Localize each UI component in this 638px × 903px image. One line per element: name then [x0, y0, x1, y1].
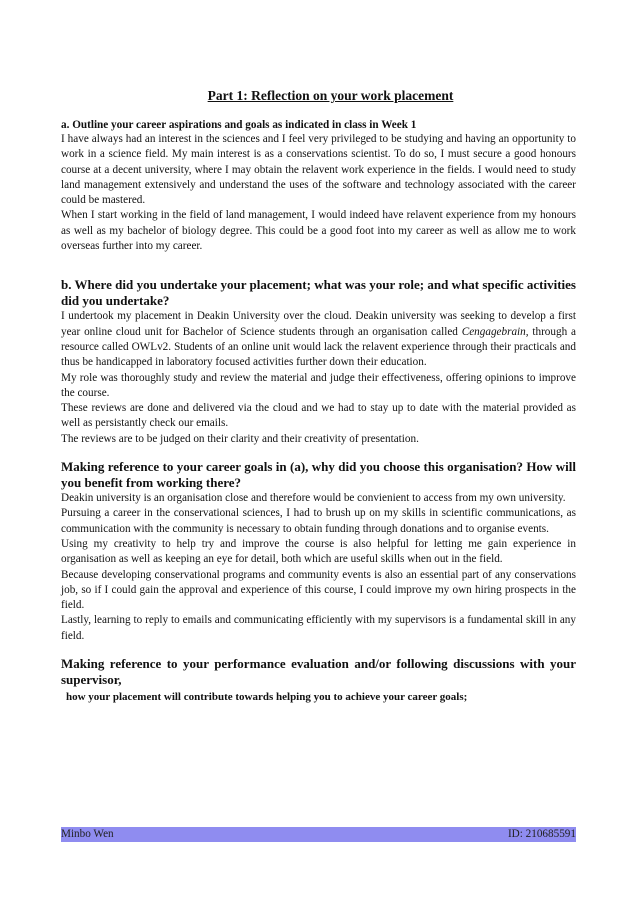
page-title: Part 1: Reflection on your work placement	[207, 88, 454, 103]
section-d-heading: Making reference to your performance evaluation and/or following discussions with your supervisor,	[61, 656, 576, 688]
section-b-paragraph-3: These reviews are done and delivered via the cloud and we had to stay up to date with the material provided as well as persistantly check our emails.	[61, 402, 576, 430]
section-a-heading: a. Outline your career aspirations and goals as indicated in class in Week 1	[61, 119, 417, 131]
section-c-paragraph-1: Deakin university is an organisation close and therefore would be convienient to access from my own university.	[61, 492, 566, 505]
section-b-p1-text-b: through a resource called OWLv2. Students of an online unit would lack the relavent experience through their practicals and thus be handicapped in laboratory focused activities further down their education.	[61, 325, 576, 369]
section-d	[61, 656, 576, 704]
page-footer	[61, 827, 576, 842]
section-a	[61, 118, 576, 254]
cengagebrain-italic: Cengagebrain,	[461, 325, 529, 338]
section-c-paragraph-5: Lastly, learning to reply to emails and communicating efficiently with my supervisors is a fundamental skill in any field.	[61, 614, 576, 642]
section-d-subheading: how your placement will contribute towards helping you to achieve your career goals;	[66, 691, 468, 704]
section-c-paragraph-2: Pursuing a career in the conservational sciences, I had to brush up on my skills in scientific communications, as communication with the community is necessary to obtain funding through donations and to organise events.	[61, 507, 576, 535]
document-page	[61, 88, 576, 704]
section-a-paragraph-2: When I start working in the field of land management, I would indeed have relavent experience from my honours as well as my bachelor of biology degree. This could be a good foot into my career as well as allow me to work overseas further into my career.	[61, 209, 576, 253]
section-c-paragraph-4: Because developing conservational programs and community events is also an essential part of any conservations job, so if I could gain the approval and experience of this course, I could improve my own hiring prospects in the field.	[61, 568, 576, 612]
footer-student-id: ID: 210685591	[507, 828, 576, 840]
section-b-paragraph-1	[61, 309, 576, 370]
section-a-paragraph-1: I have always had an interest in the sciences and I feel very privileged to be studying and having an opportunity to work in a science field. My main interest is as a conservations scientist. To do so, I must secure a good honours course at a decent university, where I may obtain the relavent work experience in the fields. I would need to study land management extensively and understand the uses of the software and technology associated with the career could be mastered.	[61, 133, 576, 207]
section-c	[61, 459, 576, 644]
section-b-p1-text-a: I undertook my placement in Deakin University over the cloud. Deakin university was seeking to develop a first year online cloud unit for Bachelor of Science students through an organisation called	[61, 310, 576, 338]
section-b-paragraph-2: My role was thoroughly study and review the material and judge their effectiveness, offering opinions to improve the course.	[61, 371, 576, 399]
footer-author-name: Minbo Wen	[61, 828, 114, 840]
section-c-paragraph-3: Using my creativity to help try and improve the course is also helpful for letting me gain experience in organisation as well as keeping an eye for detail, both which are useful skills when out in the field.	[61, 537, 576, 566]
section-b-paragraph-4: The reviews are to be judged on their clarity and their creativity of presentation.	[61, 432, 419, 445]
section-b	[61, 277, 576, 447]
section-c-heading: Making reference to your career goals in (a), why did you choose this organisation? How will you benefit from working there?	[61, 459, 576, 491]
section-b-heading: b. Where did you undertake your placement; what was your role; and what specific activities did you undertake?	[61, 277, 576, 309]
